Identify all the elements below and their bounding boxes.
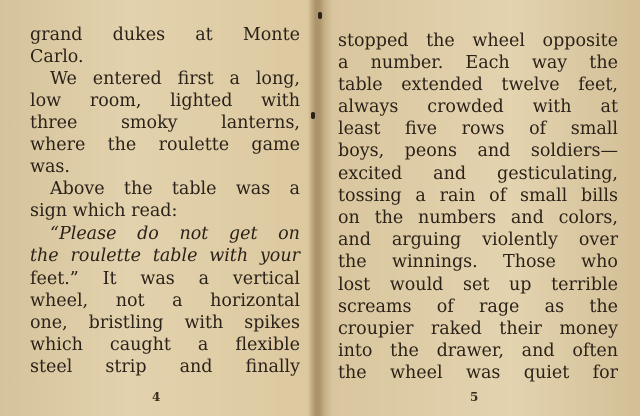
text-line: least five rows of small bbox=[338, 119, 618, 139]
text-line: sign which read: bbox=[30, 201, 178, 221]
text-line: feet.” It was a vertical bbox=[30, 269, 300, 289]
text-line: the roulette table with your bbox=[30, 246, 300, 266]
text-line: which caught a flexible bbox=[30, 335, 300, 355]
text-line: croupier raked their money bbox=[338, 319, 618, 339]
text-line: into the drawer, and often bbox=[338, 341, 618, 361]
text-line: on the numbers and colors, bbox=[338, 208, 618, 228]
text-line: Above the table was a bbox=[50, 179, 300, 199]
text-line: a number. Each way the bbox=[338, 53, 618, 73]
text-line: Carlo. bbox=[30, 47, 84, 67]
page-number: 5 bbox=[470, 390, 479, 404]
text-line: and arguing violently over bbox=[338, 230, 618, 250]
page-number: 4 bbox=[152, 390, 161, 404]
text-line: tossing a rain of small bills bbox=[338, 186, 618, 206]
text-line: boys, peons and soldiers— bbox=[338, 141, 618, 161]
text-line: grand dukes at Monte bbox=[30, 25, 300, 45]
text-line: excited and gesticulating, bbox=[338, 164, 618, 184]
text-line: screams of rage as the bbox=[338, 297, 618, 317]
text-line: lost would set up terrible bbox=[338, 275, 618, 295]
text-line: one, bristling with spikes bbox=[30, 313, 300, 333]
text-line: the winnings. Those who bbox=[338, 252, 618, 272]
text-line: table extended twelve feet, bbox=[338, 75, 618, 95]
text-line: steel strip and finally bbox=[30, 357, 300, 377]
text-line: low room, lighted with bbox=[30, 91, 300, 111]
text-line: wheel, not a horizontal bbox=[30, 291, 300, 311]
right-page bbox=[322, 0, 640, 416]
left-page bbox=[0, 0, 316, 416]
text-line: stopped the wheel opposite bbox=[338, 31, 618, 51]
text-line: the wheel was quiet for bbox=[338, 363, 618, 383]
text-line: always crowded with at bbox=[338, 97, 618, 117]
text-line: three smoky lanterns, bbox=[30, 113, 300, 133]
text-line: where the roulette game bbox=[30, 135, 300, 155]
text-line: was. bbox=[30, 157, 70, 177]
text-line: “Please do not get on bbox=[50, 224, 300, 244]
text-line: We entered first a long, bbox=[50, 69, 300, 89]
